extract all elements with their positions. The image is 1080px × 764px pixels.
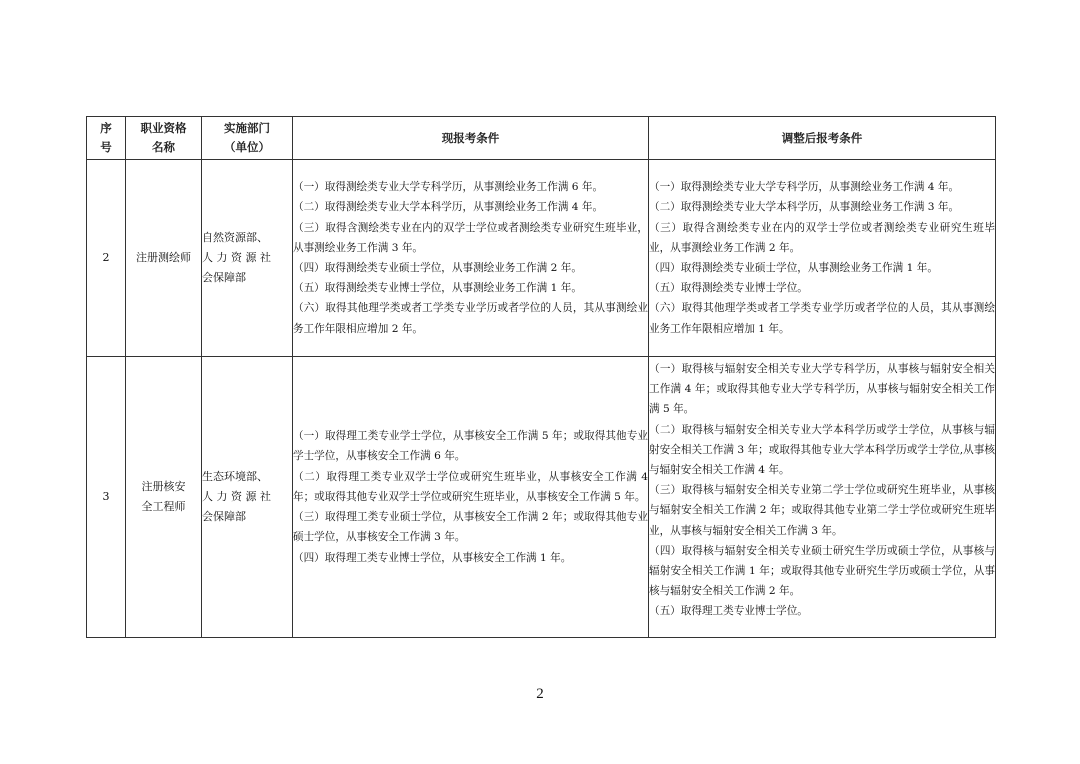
row-current-conditions: （一）取得理工类专业学士学位，从事核安全工作满 5 年；或取得其他专业学士学位，从事核安全工作满 6 年。 （二）取得理工类专业双学士学位或研究生班毕业，从事核安全工作满 4 年；或取得其他专业双学士学位或研究生班毕业，从事核安全工作满 5 年。 （三）取得理工类专业硕士学位，从事核安全工作满 2 年；或取得其他专业硕士学位，从事核安全工作满 3 年。 （四）取得理工类专业博士学位，从事核安全工作满 1 年。 [293,357,649,638]
qualification-table [86,116,996,638]
table-row [87,357,996,638]
header-name: 职业资格 名称 [126,117,202,160]
row-adjusted-conditions: （一）取得核与辐射安全相关专业大学专科学历，从事核与辐射安全相关工作满 4 年；或取得其他专业大学专科学历，从事核与辐射安全相关工作满 5 年。 （二）取得核与辐射安全相关专业大学本科学历或学士学位，从事核与辐射安全相关工作满 3 年；或取得其他专业大学本科学历或学士学位,从事核与辐射安全相关工作满 4 年。 （三）取得核与辐射安全相关专业第二学士学位或研究生班毕业，从事核与辐射安全相关工作满 2 年；或取得其他专业第二学士学位或研究生班毕业，从事核与辐射安全相关工作满 3 年。 （四）取得核与辐射安全相关专业硕士研究生学历或硕士学位，从事核与辐射安全相关工作满 1 年；或取得其他专业研究生学历或硕士学位，从事核与辐射安全相关工作满 2 年。 （五）取得理工类专业博士学位。 [649,357,996,638]
row-seq: 2 [87,160,126,357]
table-header-row [87,117,996,160]
row-current-conditions: （一）取得测绘类专业大学专科学历，从事测绘业务工作满 6 年。 （二）取得测绘类专业大学本科学历，从事测绘业务工作满 4 年。 （三）取得含测绘类专业在内的双学士学位或者测绘类专业研究生班毕业，从事测绘业务工作满 3 年。 （四）取得测绘类专业硕士学位，从事测绘业务工作满 2 年。 （五）取得测绘类专业博士学位，从事测绘业务工作满 1 年。 （六）取得其他理学类或者工学类专业学历或者学位的人员，其从事测绘业务工作年限相应增加 2 年。 [293,160,649,357]
row-seq: 3 [87,357,126,638]
page-number: 2 [536,686,544,702]
header-adjusted-conditions: 调整后报考条件 [649,117,996,160]
row-qualification-name: 注册测绘师 [126,160,202,357]
header-seq: 序 号 [87,117,126,160]
row-department: 自然资源部、 人 力 资 源 社 会保障部 [202,160,293,357]
row-qualification-name: 注册核安 全工程师 [126,357,202,638]
header-dept: 实施部门 （单位） [202,117,293,160]
table-row [87,160,996,357]
row-department: 生态环境部、 人 力 资 源 社 会保障部 [202,357,293,638]
header-current-conditions: 现报考条件 [293,117,649,160]
row-adjusted-conditions: （一）取得测绘类专业大学专科学历，从事测绘业务工作满 4 年。 （二）取得测绘类专业大学本科学历，从事测绘业务工作满 3 年。 （三）取得含测绘类专业在内的双学士学位或者测绘类专业研究生班毕业，从事测绘业务工作满 2 年。 （四）取得测绘类专业硕士学位，从事测绘业务工作满 1 年。 （五）取得测绘类专业博士学位。 （六）取得其他理学类或者工学类专业学历或者学位的人员，其从事测绘业务工作年限相应增加 1 年。 [649,160,996,357]
